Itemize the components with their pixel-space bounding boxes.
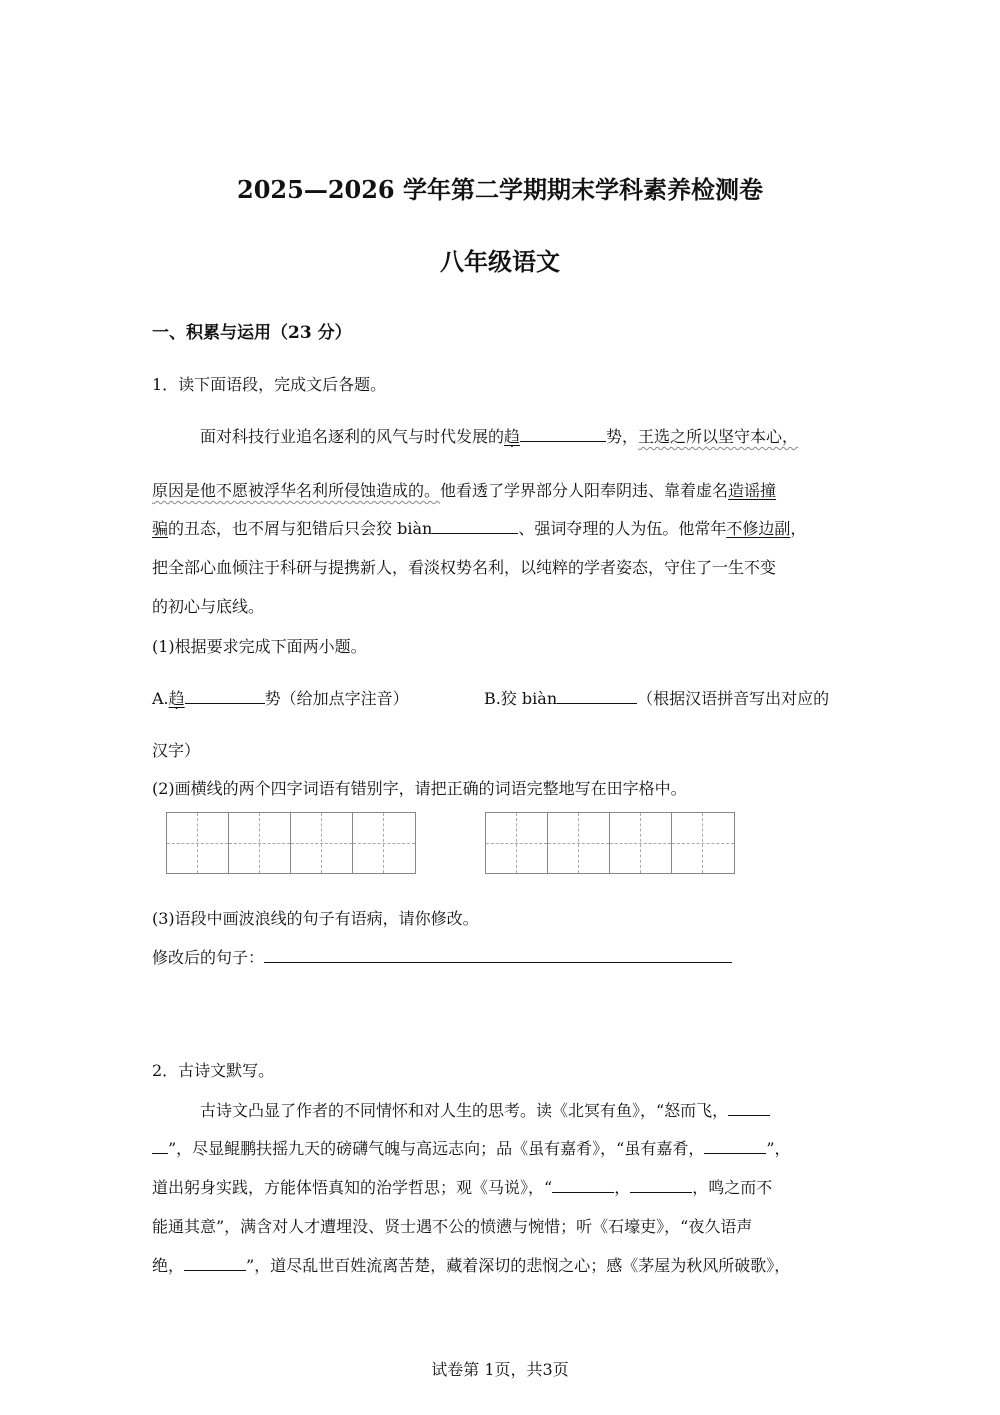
poem-blank-5[interactable] [184,1254,246,1271]
pinyin-blank [520,425,606,442]
question-2-stem: 2．古诗文默写。 [152,1061,275,1080]
page-footer: 试卷第 1页，共3页 [431,1360,569,1379]
tianzige-cell[interactable] [672,813,734,873]
sub-question-3: (3)语段中画波浪线的句子有语病，请你修改。 [152,909,479,928]
poem-blank-4[interactable] [630,1176,692,1193]
exam-subtitle: 八年级语文 [440,247,560,276]
question-1-stem: 1．读下面语段，完成文后各题。 [152,375,387,394]
tianzige-cell[interactable] [610,813,672,873]
sub-question-2: (2)画横线的两个四字词语有错别字，请把正确的词语完整地写在田字格中。 [152,779,687,798]
underlined-idiom-1: 造谣撞 [728,481,777,500]
poem-line-1: 古诗文凸显了作者的不同情怀和对人生的思考。读《北冥有鱼》，“怒而飞， [200,1098,770,1121]
sub-question-1: (1)根据要求完成下面两小题。 [152,637,367,656]
wavy-sentence-part-2: 原因是他不愿被浮华名利所侵蚀造成的。 [152,481,441,500]
poem-blank-3[interactable] [552,1176,614,1193]
tianzige-cell[interactable] [548,813,610,873]
poem-blank-2[interactable] [704,1137,766,1154]
dotted-char: 趋 [168,689,185,708]
dotted-char: 趋 [504,427,521,446]
underlined-idiom-2: 不修边副 [726,519,791,538]
tianzige-grid-2[interactable] [485,812,735,874]
tianzige-cell[interactable] [353,813,415,873]
section-heading: 一、积累与运用（23 分） [152,323,352,343]
tianzige-cell[interactable] [167,813,229,873]
passage-line-5: 的初心与底线。 [152,597,265,616]
hanzi-blank [432,517,518,534]
passage-line-4: 把全部心血倾注于科研与提携新人，看淡权势名利，以纯粹的学者姿态，守住了一生不变 [152,558,777,577]
poem-line-4: 能通其意”，满含对人才遭埋没、贤士遇不公的愤懑与惋惜；听《石壕吏》，“夜久语声 [152,1217,753,1236]
answer-blank-b[interactable] [557,687,637,704]
tianzige-cell[interactable] [486,813,548,873]
revise-answer-line[interactable] [264,946,732,963]
answer-blank-a[interactable] [185,687,265,704]
revise-row: 修改后的句子： [152,945,732,968]
passage-line-2: 原因是他不愿被浮华名利所侵蚀造成的。他看透了学界部分人阳奉阴违、靠着虚名造谣撞 [152,481,777,500]
passage-line-1: 面对科技行业追名逐利的风气与时代发展的趋 势，王选之所以坚守本心， [200,427,799,446]
passage-line-3: 骗的丑态，也不屑与犯错后只会狡 biàn 、强词夺理的人为伍。他常年不修边副， [152,519,807,538]
tianzige-cell[interactable] [291,813,353,873]
poem-line-5: 绝， ”，道尽乱世百姓流离苦楚，藏着深切的悲悯之心；感《茅屋为秋风所破歌》， [152,1256,791,1275]
tianzige-grid-1[interactable] [166,812,416,874]
poem-blank-1-end[interactable] [152,1137,168,1154]
option-b-wrap: 汉字） [152,741,201,760]
poem-line-3: 道出躬身实践，方能体悟真知的治学哲思；观《马说》，“ ， ，鸣之而不 [152,1178,773,1197]
wavy-sentence-part-1: 王选之所以坚守本心， [638,427,799,446]
exam-title: 2025—2026 学年第二学期期末学科素养检测卷 [237,175,763,204]
poem-blank-1[interactable] [728,1099,770,1116]
poem-line-2: ”，尽显鲲鹏扶摇九天的磅礴气魄与高远志向；品《虽有嘉肴》，“虽有嘉肴， ”， [152,1136,791,1159]
tianzige-cell[interactable] [229,813,291,873]
option-a: A.趋 势（给加点字注音） [152,689,409,708]
underlined-idiom-1-end: 骗 [152,519,169,538]
option-b: B.狡 biàn （根据汉语拼音写出对应的 [484,689,830,708]
